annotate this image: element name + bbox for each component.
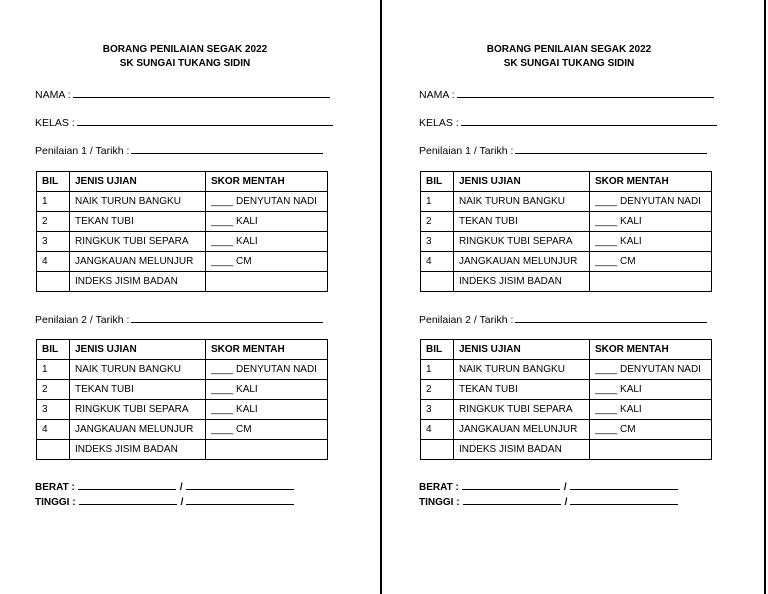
penilaian-1-field[interactable] [419,144,707,157]
tinggi-field[interactable] [419,496,678,508]
header-bil: BIL [421,340,454,360]
cell-jenis-ujian: JANGKAUAN MELUNJUR [454,420,590,440]
score-table-2 [420,339,712,460]
penilaian-2-date-blank[interactable] [131,313,323,323]
berat-blank-2[interactable] [570,481,678,490]
penilaian-1-field[interactable] [35,144,323,157]
kelas-label: KELAS : [35,117,75,129]
header-jenis-ujian: JENIS UJIAN [70,172,206,192]
cell-bil: 1 [421,360,454,380]
table-header-row [421,340,712,360]
table-row [37,440,328,460]
cell-skor-mentah[interactable]: ____ KALI [206,380,328,400]
berat-field[interactable] [35,481,294,493]
cell-bil: 3 [37,232,70,252]
cell-bil [37,272,70,292]
cell-jenis-ujian: TEKAN TUBI [454,212,590,232]
cell-skor-mentah[interactable]: ____ DENYUTAN NADI [590,360,712,380]
tinggi-separator: / [564,497,568,508]
table-row [421,440,712,460]
header-bil: BIL [421,172,454,192]
cell-bil: 1 [421,192,454,212]
header-jenis-ujian: JENIS UJIAN [454,340,590,360]
cell-skor-mentah[interactable]: ____ KALI [590,232,712,252]
cell-skor-mentah[interactable]: ____ KALI [206,212,328,232]
header-bil: BIL [37,340,70,360]
cell-bil [421,440,454,460]
cell-bil: 2 [421,212,454,232]
cell-bil: 2 [37,212,70,232]
berat-blank-1[interactable] [78,481,176,490]
nama-label: NAMA : [419,89,455,101]
table-row [421,232,712,252]
nama-blank[interactable] [73,88,330,98]
cell-bil: 4 [421,420,454,440]
penilaian-2-field[interactable] [419,313,707,326]
cell-jenis-ujian: JANGKAUAN MELUNJUR [70,252,206,272]
school-name: SK SUNGAI TUKANG SIDIN [119,58,251,69]
nama-field[interactable] [419,88,714,101]
table-row [421,192,712,212]
school-name: SK SUNGAI TUKANG SIDIN [503,58,635,69]
tinggi-label: TINGGI : [35,497,76,508]
berat-separator: / [563,482,567,493]
cell-skor-mentah[interactable]: ____ DENYUTAN NADI [206,192,328,212]
penilaian-1-label: Penilaian 1 / Tarikh : [35,145,130,157]
cell-jenis-ujian: NAIK TURUN BANGKU [454,360,590,380]
table-row [421,212,712,232]
table-row [37,420,328,440]
tinggi-field[interactable] [35,496,294,508]
table-row [421,400,712,420]
table-row [37,380,328,400]
table-row [37,212,328,232]
nama-field[interactable] [35,88,330,101]
cell-skor-mentah[interactable]: ____ CM [206,252,328,272]
header-bil: BIL [37,172,70,192]
cell-bil: 4 [37,252,70,272]
cell-bil: 4 [37,420,70,440]
berat-label: BERAT : [35,482,75,493]
cell-jenis-ujian: NAIK TURUN BANGKU [70,360,206,380]
penilaian-1-date-blank[interactable] [515,144,707,154]
table-header-row [37,172,328,192]
cell-jenis-ujian: NAIK TURUN BANGKU [454,192,590,212]
cell-bil [37,440,70,460]
page-divider-right [764,0,766,594]
cell-jenis-ujian: INDEKS JISIM BADAN [70,272,206,292]
cell-jenis-ujian: INDEKS JISIM BADAN [454,272,590,292]
table-row [421,252,712,272]
cell-jenis-ujian: INDEKS JISIM BADAN [454,440,590,460]
cell-skor-mentah[interactable]: ____ DENYUTAN NADI [206,360,328,380]
kelas-blank[interactable] [461,116,717,126]
cell-skor-mentah[interactable]: ____ KALI [590,212,712,232]
penilaian-2-date-blank[interactable] [515,313,707,323]
cell-jenis-ujian: TEKAN TUBI [454,380,590,400]
table-row [37,272,328,292]
score-table-2 [36,339,328,460]
table-row [421,272,712,292]
cell-jenis-ujian: TEKAN TUBI [70,380,206,400]
cell-skor-mentah[interactable] [590,440,712,460]
cell-jenis-ujian: RINGKUK TUBI SEPARA [454,232,590,252]
cell-skor-mentah[interactable] [206,272,328,292]
cell-jenis-ujian: RINGKUK TUBI SEPARA [70,232,206,252]
cell-skor-mentah[interactable]: ____ CM [590,420,712,440]
cell-bil: 2 [37,380,70,400]
table-row [421,420,712,440]
cell-jenis-ujian: RINGKUK TUBI SEPARA [70,400,206,420]
cell-bil: 3 [421,400,454,420]
score-table-1 [420,171,712,292]
cell-skor-mentah[interactable] [206,440,328,460]
header-jenis-ujian: JENIS UJIAN [70,340,206,360]
cell-skor-mentah[interactable]: ____ KALI [206,232,328,252]
header-skor-mentah: SKOR MENTAH [206,340,328,360]
table-row [37,400,328,420]
page-divider-left [380,0,382,594]
cell-skor-mentah[interactable]: ____ KALI [206,400,328,420]
header-skor-mentah: SKOR MENTAH [590,172,712,192]
table-row [37,192,328,212]
cell-jenis-ujian: JANGKAUAN MELUNJUR [454,252,590,272]
form-title: BORANG PENILAIAN SEGAK 2022 [102,44,268,55]
header-skor-mentah: SKOR MENTAH [206,172,328,192]
table-row [37,360,328,380]
cell-jenis-ujian: RINGKUK TUBI SEPARA [454,400,590,420]
table-row [37,232,328,252]
tinggi-blank-2[interactable] [570,496,678,505]
berat-label: BERAT : [419,482,459,493]
cell-skor-mentah[interactable]: ____ KALI [590,380,712,400]
tinggi-separator: / [180,497,184,508]
cell-bil: 1 [37,192,70,212]
header-skor-mentah: SKOR MENTAH [590,340,712,360]
berat-field[interactable] [419,481,678,493]
penilaian-1-label: Penilaian 1 / Tarikh : [419,145,514,157]
kelas-field[interactable] [35,116,333,129]
penilaian-2-label: Penilaian 2 / Tarikh : [419,314,514,326]
table-row [37,252,328,272]
cell-bil: 2 [421,380,454,400]
nama-label: NAMA : [35,89,71,101]
kelas-blank[interactable] [77,116,333,126]
berat-blank-2[interactable] [186,481,294,490]
cell-bil: 3 [37,400,70,420]
berat-blank-1[interactable] [462,481,560,490]
table-row [421,360,712,380]
cell-skor-mentah[interactable]: ____ CM [590,252,712,272]
penilaian-2-field[interactable] [35,313,323,326]
cell-jenis-ujian: TEKAN TUBI [70,212,206,232]
penilaian-2-label: Penilaian 2 / Tarikh : [35,314,130,326]
form-title: BORANG PENILAIAN SEGAK 2022 [486,44,652,55]
cell-skor-mentah[interactable]: ____ KALI [590,400,712,420]
table-row [421,380,712,400]
score-table-1 [36,171,328,292]
kelas-label: KELAS : [419,117,459,129]
cell-bil [421,272,454,292]
cell-jenis-ujian: INDEKS JISIM BADAN [70,440,206,460]
nama-blank[interactable] [457,88,714,98]
cell-jenis-ujian: NAIK TURUN BANGKU [70,192,206,212]
tinggi-blank-1[interactable] [79,496,177,505]
cell-bil: 3 [421,232,454,252]
cell-skor-mentah[interactable] [590,272,712,292]
kelas-field[interactable] [419,116,717,129]
table-header-row [37,340,328,360]
cell-bil: 4 [421,252,454,272]
berat-separator: / [179,482,183,493]
cell-jenis-ujian: JANGKAUAN MELUNJUR [70,420,206,440]
tinggi-blank-2[interactable] [186,496,294,505]
tinggi-blank-1[interactable] [463,496,561,505]
cell-skor-mentah[interactable]: ____ CM [206,420,328,440]
table-header-row [421,172,712,192]
cell-bil: 1 [37,360,70,380]
tinggi-label: TINGGI : [419,497,460,508]
header-jenis-ujian: JENIS UJIAN [454,172,590,192]
cell-skor-mentah[interactable]: ____ DENYUTAN NADI [590,192,712,212]
penilaian-1-date-blank[interactable] [131,144,323,154]
